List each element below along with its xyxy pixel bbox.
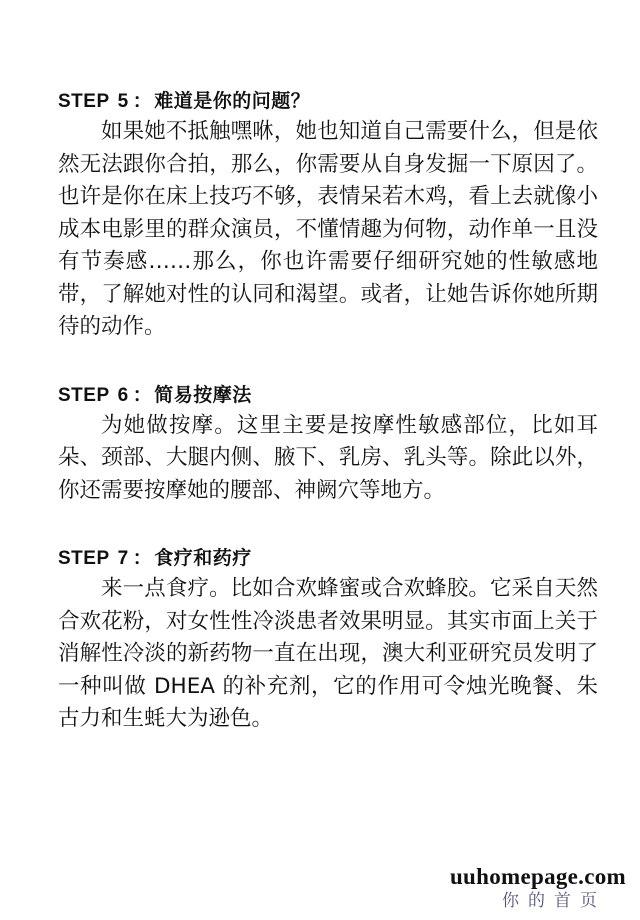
section-title: 难道是你的问题？ — [154, 90, 311, 112]
section-body: 来一点食疗。比如合欢蜂蜜或合欢蜂胶。它采自天然合欢花粉，对女性性冷淡患者效果明显。其实市面上关于消解性冷淡的新药物一直在出现，澳大利亚研究员发明了一种叫做 DHEA 的补充剂，它的作用可令烛光晚餐、朱古力和生蚝大为逊色。 — [58, 576, 598, 731]
heading-separator: ： — [132, 547, 153, 569]
document-page — [58, 86, 598, 772]
footer-site-url: uuhomepage.com — [449, 864, 626, 889]
section-heading — [58, 543, 598, 573]
section-body: 如果她不抵触嘿咻，她也知道自己需要什么，但是依然无法跟你合拍，那么，你需要从自身发掘一下原因了。也许是你在床上技巧不够，表情呆若木鸡，看上去就像小成本电影里的群众演员，不懂情趣为何物，动作单一且没有节奏感……那么，你也许需要仔细研究她的性敏感地带，了解她对性的认同和渴望。或者，让她告诉你她所期待的动作。 — [58, 119, 598, 339]
step-label: STEP — [58, 91, 110, 112]
heading-separator: ： — [132, 383, 153, 406]
section-body: 为她做按摩。这里主要是按摩性敏感部位，比如耳朵、颈部、大腿内侧、腋下、乳房、乳头等。除此以外，你还需要按摩她的腰部、神阙穴等地方。 — [58, 412, 598, 503]
step-label: STEP — [58, 548, 110, 569]
footer-tagline: 你的首页 — [502, 891, 606, 911]
section-step-6 — [58, 380, 598, 508]
footer-watermark — [450, 864, 626, 912]
step-number: 6 — [117, 384, 129, 406]
step-number: 5 — [117, 91, 129, 112]
heading-separator: ： — [132, 90, 153, 112]
step-label: STEP — [58, 384, 110, 406]
section-step-7 — [58, 543, 598, 736]
section-step-5 — [58, 86, 598, 344]
section-title: 简易按摩法 — [154, 383, 252, 406]
section-title: 食疗和药疗 — [154, 547, 252, 569]
section-heading — [58, 380, 598, 410]
section-heading — [58, 86, 598, 116]
step-number: 7 — [117, 548, 129, 569]
